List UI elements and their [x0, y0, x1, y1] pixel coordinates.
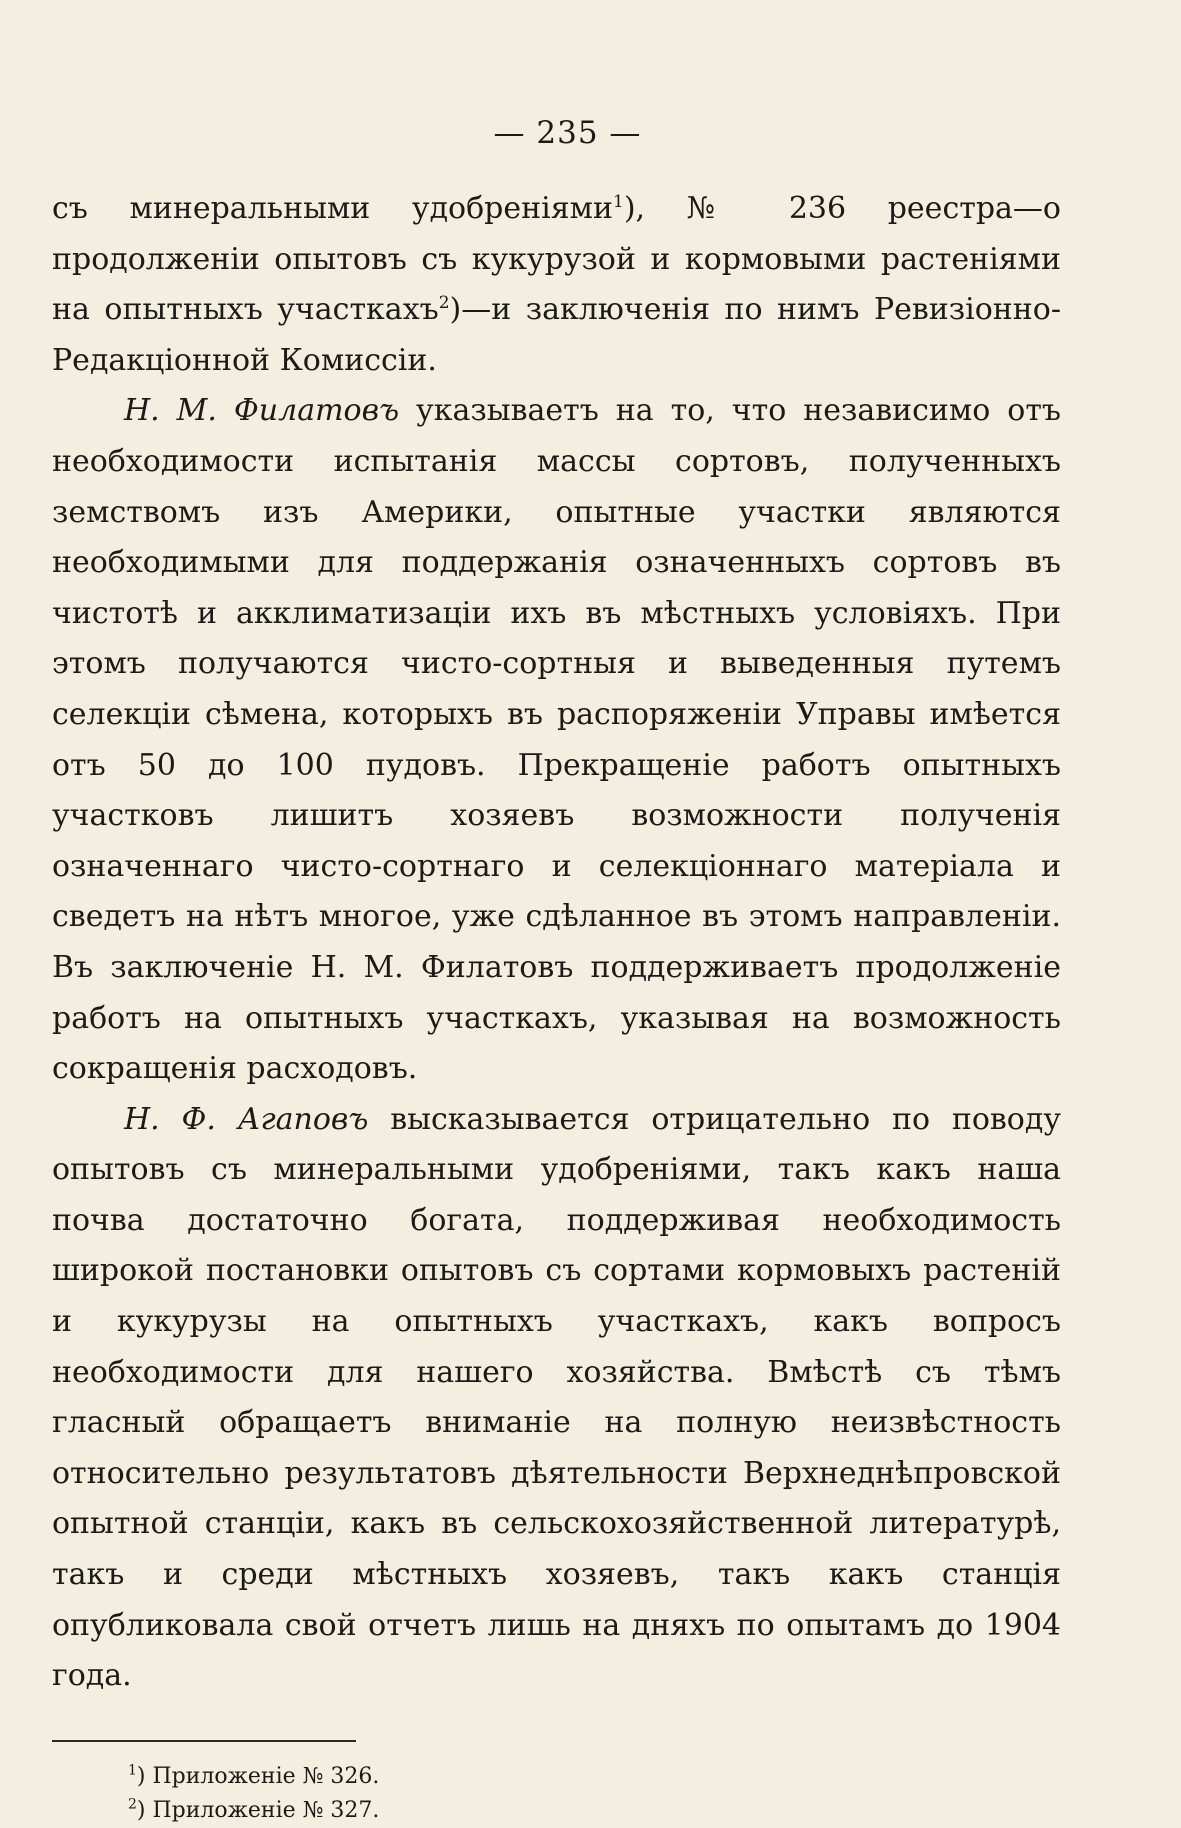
- footnote-2: [128, 1794, 1061, 1828]
- footnote-mark: 1: [128, 1762, 137, 1779]
- footnote-text: ) Приложеніе № 326.: [136, 1763, 380, 1789]
- footnote-ref-2: 2: [438, 293, 450, 314]
- body-text: [52, 184, 1061, 1702]
- paragraph-text: указываетъ на то, что независимо отъ необходимости испытанія массы сортовъ, полученныхъ земствомъ изъ Америки, опытные участки являются необходимыми для поддержанія означенныхъ сортовъ въ чистотѣ и акклиматизаціи ихъ въ мѣстныхъ условіяхъ. При этомъ получаются чисто-сортныя и выведенныя путемъ селекціи сѣмена, которыхъ въ распоряженіи Управы имѣется отъ 50 до 100 пудовъ. Прекращеніе работъ опытныхъ участковъ лишитъ хозяевъ возможности полученія означеннаго чисто-сортнаго и селекціоннаго матеріала и сведетъ на нѣтъ многое, уже сдѣланное въ этомъ направленіи. Въ заключеніе Н. М. Филатовъ поддерживаетъ продолженіе работъ на опытныхъ участкахъ, указывая на возможность сокращенія расходовъ.: [52, 393, 1062, 1087]
- paragraph-text: съ минеральными удобреніями: [52, 191, 613, 226]
- paragraph-text: ), № 236 реестра—о продолженіи опытовъ съ кукурузой и кормовыми растеніями на опытныхъ участкахъ: [52, 191, 1061, 328]
- paragraph-text: высказывается отрицательно по поводу опытовъ съ минеральными удобреніями, такъ какъ наша почва достаточно богата, поддерживая необходимость широкой постановки опытовъ съ сортами кормовыхъ растеній и кукурузы на опытныхъ участкахъ, какъ вопросъ необходимости для нашего хозяйства. Вмѣстѣ съ тѣмъ гласный обращаетъ вниманіе на полную неизвѣстность относительно результатовъ дѣятельности Верхнеднѣпровской опытной станціи, какъ въ сельскохозяйственной литературѣ, такъ и среди мѣстныхъ хозяевъ, такъ какъ станція опубликовала свой отчетъ лишь на дняхъ по опытамъ до 1904 года.: [52, 1101, 1061, 1694]
- footnote-divider: [52, 1740, 356, 1742]
- paragraph-filatov: [52, 386, 1061, 1094]
- speaker-name: Н. Ф. Агаповъ: [124, 1101, 369, 1137]
- footnote-mark: 2: [128, 1796, 137, 1813]
- footnote-ref-1: 1: [612, 192, 624, 212]
- paragraph-agapov: [52, 1095, 1061, 1702]
- page-number: — 235 —: [493, 115, 642, 151]
- speaker-name: Н. М. Филатовъ: [124, 393, 400, 429]
- footnote-text: ) Приложеніе № 327.: [136, 1797, 380, 1823]
- paragraph-intro: [52, 184, 1061, 386]
- footnotes: [128, 1760, 1061, 1828]
- paragraph-text: )—и заключенія по нимъ Ревизіонно-Редакціонной Комиссіи.: [52, 292, 1061, 378]
- footnote-1: [128, 1760, 1061, 1794]
